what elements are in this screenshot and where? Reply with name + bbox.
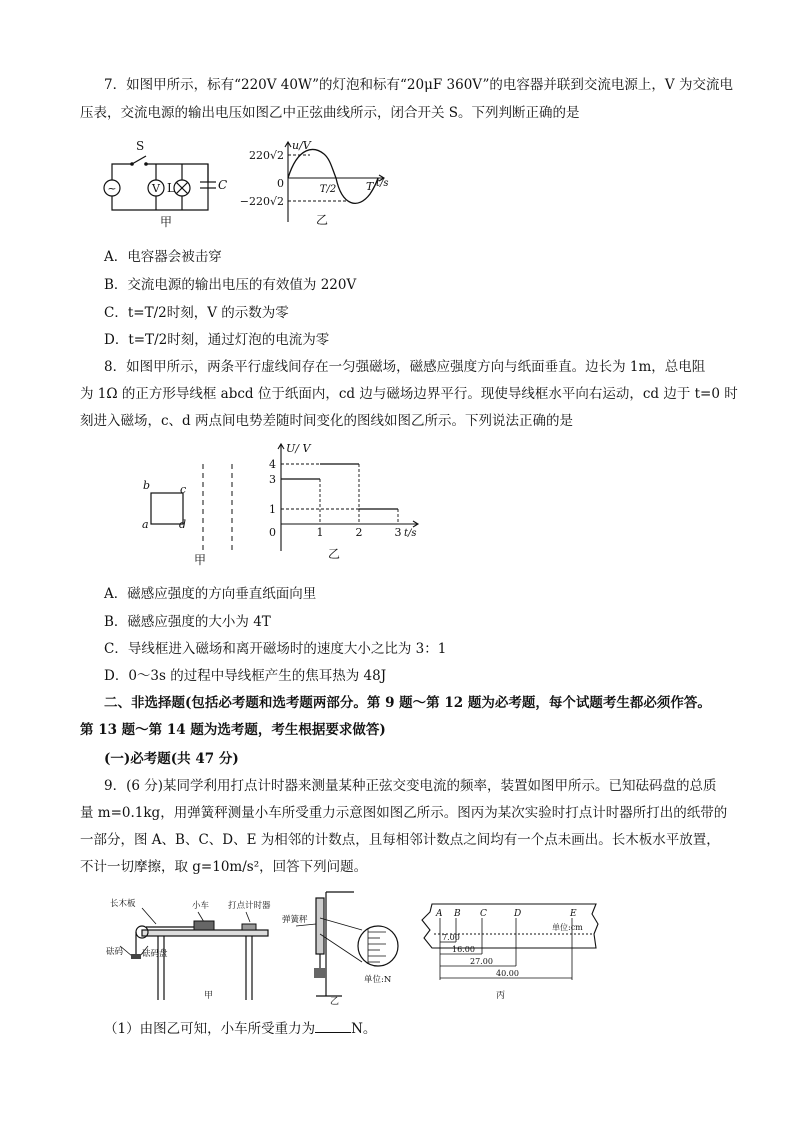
lamp-label: L (167, 181, 175, 195)
q7-option-c: C．t=T/2时刻，V 的示数为零 (104, 305, 289, 321)
tape-point-c: C (480, 909, 487, 919)
q7-sine-y-bottom-label: −220√2 (239, 195, 284, 208)
cart-block (194, 921, 214, 930)
q7-option-a: A．电容器会被击穿 (104, 249, 222, 265)
q7-sine-period-label: T (366, 180, 374, 193)
q7-circuit-figure (98, 139, 238, 230)
q8-chart-y-tick-3: 3 (269, 473, 276, 486)
section2-heading-line1: 二、非选择题(包括必考题和选考题两部分。第 9 题～第 12 题为必考题，每个试题考生都必须作答。 (104, 695, 711, 711)
q8-chart-x-axis-label: t/s (404, 528, 417, 539)
spring-scale-label: 弹簧秤 (282, 915, 308, 925)
weight-label: 砝码 (106, 947, 124, 957)
q9-sub1-text: （1）由图乙可知，小车所受重力为 (104, 1021, 316, 1037)
switch-label: S (136, 139, 145, 153)
tape-point-b: B (454, 909, 461, 919)
board-label: 长木板 (110, 899, 136, 909)
q8-loop-figure (136, 456, 246, 568)
q7-sine-y-axis-label: u/V (292, 139, 311, 152)
answer-blank[interactable] (315, 1020, 351, 1033)
q7-option-b: B．交流电源的输出电压的有效值为 220V (104, 277, 357, 293)
q9-fig-yi-caption: 乙 (330, 997, 340, 1007)
q8-chart-x-tick-3: 3 (394, 526, 402, 539)
ac-source-glyph: ~ (107, 182, 117, 195)
q9-sub1-unit: N。 (351, 1021, 377, 1037)
tape-point-e: E (570, 909, 577, 919)
q9-tape-figure (420, 900, 604, 1004)
q7-stem-line1: 7．如图甲所示，标有“220V 40W”的灯泡和标有“20μF 360V”的电容器并联到交流电源上，V 为交流电 (104, 77, 733, 93)
q8-chart-y-axis-label: U/ V (286, 442, 311, 455)
timer-block (242, 924, 256, 930)
tape-distance-ae: 40.00 (496, 969, 519, 978)
q8-stem-line2: 为 1Ω 的正方形导线框 abcd 位于纸面内，cd 边与磁场边界平行。现使导线框水平向右运动，cd 边于 t=0 时 (80, 386, 738, 402)
ac-source-symbol (104, 180, 120, 196)
section2-subheading: (一)必考题(共 47 分) (104, 751, 239, 767)
q8-fig-jia-caption: 甲 (194, 553, 207, 567)
q7-option-d: D．t=T/2时刻，通过灯泡的电流为零 (104, 332, 330, 348)
q8-option-d: D．0～3s 的过程中导线框产生的焦耳热为 48J (104, 668, 387, 684)
q8-chart-x-tick-2: 2 (355, 526, 363, 539)
weight-block (131, 954, 141, 959)
q9-fig-bing-caption: 丙 (496, 991, 506, 1001)
q8-voltage-chart (262, 440, 432, 560)
q8-fig-yi-caption: 乙 (328, 547, 341, 561)
tape-point-a: A (436, 909, 443, 919)
q8-chart-origin-label: 0 (269, 526, 276, 539)
q8-chart-y-tick-1: 1 (269, 503, 276, 516)
q8-option-b: B．磁感应强度的大小为 4T (104, 614, 271, 630)
corner-c-label: c (180, 483, 187, 496)
q7-stem-line2: 压表，交流电源的输出电压如图乙中正弦曲线所示，闭合开关 S。下列判断正确的是 (80, 105, 580, 121)
q8-stem-line1: 8．如图甲所示，两条平行虚线间存在一匀强磁场，磁感应强度方向与纸面垂直。边长为 1m，总电阻 (104, 359, 706, 375)
tape-unit-label: 单位:cm (552, 923, 583, 932)
spring-scale-unit-label: 单位:N (364, 975, 392, 985)
lamp-symbol (174, 180, 190, 196)
q9-subquestion-1 (104, 1020, 376, 1038)
q7-fig-yi-caption: 乙 (316, 213, 329, 227)
q8-option-a: A．磁感应强度的方向垂直纸面向里 (104, 586, 317, 602)
section2-heading-line2: 第 13 题～第 14 题为选考题，考生根据要求做答) (80, 722, 386, 738)
q7-fig-jia-caption: 甲 (160, 215, 173, 229)
q9-stem-line3: 一部分，图 A、B、C、D、E 为相邻的计数点，且每相邻计数点之间均有一个点未画出。长木板水平放置， (80, 832, 720, 848)
capacitor-label: C (218, 178, 228, 192)
q9-stem-line1: 9．(6 分)某同学利用打点计时器来测量某种正弦交变电流的频率，装置如图甲所示。已知砝码盘的总质 (104, 778, 717, 794)
hanging-cart-block (314, 968, 326, 978)
tape-distance-ac: 16.00 (452, 945, 475, 954)
tape-distance-ab: 7.00 (442, 933, 460, 942)
q7-sine-y-top-label: 220√2 (248, 149, 284, 162)
q9-apparatus-figure (106, 894, 278, 1006)
q9-spring-scale-figure (282, 888, 402, 1006)
q7-sine-half-period-label: T/2 (319, 184, 337, 195)
voltmeter-symbol (148, 180, 164, 196)
q7-sine-figure (232, 140, 402, 230)
q8-chart-x-tick-1: 1 (316, 526, 324, 539)
q7-sine-x-axis-label: t/s (376, 178, 389, 189)
q8-option-c: C．导线框进入磁场和离开磁场时的速度大小之比为 3：1 (104, 641, 447, 657)
tape-distance-ad: 27.00 (470, 957, 493, 966)
corner-a-label: a (142, 518, 149, 531)
scale-ticks (368, 928, 386, 964)
corner-b-label: b (143, 479, 151, 492)
cart-label: 小车 (192, 901, 210, 911)
q8-chart-y-tick-4: 4 (269, 458, 276, 471)
tape-point-d: D (514, 909, 522, 919)
q9-fig-jia-caption: 甲 (204, 991, 214, 1001)
voltmeter-label: V (152, 182, 160, 195)
q7-sine-origin-label: 0 (277, 177, 284, 190)
q9-stem-line2: 量 m=0.1kg，用弹簧秤测量小车所受重力示意图如图乙所示。图丙为某次实验时打点计时器所打出的纸带的 (80, 805, 728, 821)
q9-stem-line4: 不计一切摩擦，取 g=10m/s²，回答下列问题。 (80, 859, 368, 875)
q8-stem-line3: 刻进入磁场，c、d 两点间电势差随时间变化的图线如图乙所示。下列说法正确的是 (80, 413, 573, 429)
corner-d-label: d (179, 518, 187, 531)
pan-label: 砝码盘 (142, 949, 168, 959)
timer-label: 打点计时器 (228, 901, 271, 911)
